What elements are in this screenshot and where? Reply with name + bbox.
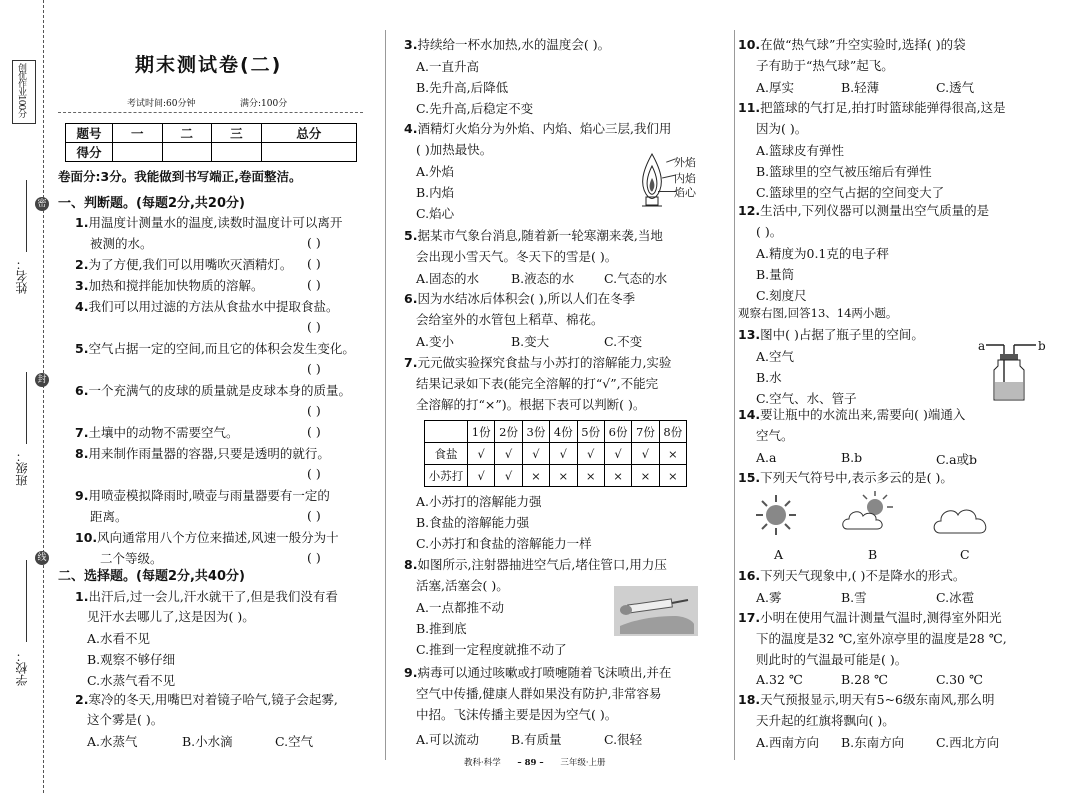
q8-text: 如图所示,注射器抽进空气后,堵住管口,用力压 — [417, 557, 667, 572]
judge-text: 土壤中的动物不需要空气。 — [88, 425, 239, 440]
q13-option-a[interactable]: A.空气 — [756, 349, 795, 364]
q3-option-c[interactable]: C.先升高,后稳定不变 — [416, 101, 534, 116]
judge-blank-6[interactable]: ( ) — [307, 403, 321, 418]
brand-tag-text: 创优作业100分 — [16, 63, 26, 118]
q13-option-b[interactable]: B.水 — [756, 370, 782, 385]
question-3 — [404, 36, 724, 116]
question-6 — [404, 290, 724, 352]
judge-text: 用来制作雨量器的容器,只要是透明的就行。 — [88, 446, 330, 461]
q18-option-c[interactable]: C.西北方向 — [936, 735, 1000, 750]
dt-cell: × — [604, 465, 631, 487]
q4-line-2: ( )加热最快。 — [416, 142, 493, 157]
q6-line-2: 会给室外的水管包上稻草、棉花。 — [416, 312, 604, 327]
q4-option-b[interactable]: B.内焰 — [416, 185, 455, 200]
q16-option-b[interactable]: B.雪 — [841, 590, 867, 605]
judge-blank-3[interactable]: ( ) — [307, 277, 321, 292]
observe-note: 观察右图,回答13、14两小题。 — [738, 306, 898, 320]
page-title: 期末测试卷(二) — [135, 54, 283, 76]
q14-text: 要让瓶中的水流出来,需要向( )端通入 — [760, 407, 966, 422]
name-label: 姓名： — [15, 258, 29, 294]
q17-option-c[interactable]: C.30 ℃ — [936, 672, 983, 687]
column-divider-1 — [385, 30, 386, 760]
question-2 — [75, 691, 370, 761]
seal-marker-2: 封 — [35, 373, 49, 387]
question-10 — [738, 36, 1068, 98]
dt-h7: 7份 — [632, 421, 659, 443]
judge-num: 5. — [75, 341, 89, 356]
column-divider-2 — [734, 30, 735, 760]
sunny-icon — [754, 493, 798, 537]
question-11 — [738, 99, 1068, 204]
q11-option-b[interactable]: B.篮球里的空气被压缩后有弹性 — [756, 164, 932, 179]
q8-line-1 — [404, 556, 667, 574]
alcohol-lamp-flame-icon — [632, 150, 672, 210]
q8-option-a[interactable]: A.一点都推不动 — [416, 600, 505, 615]
score-head-1: 一 — [113, 124, 163, 143]
tube-label-b: b — [1038, 339, 1046, 353]
q18-option-b[interactable]: B.东南方向 — [841, 735, 905, 750]
judge-text: 用温度计测量水的温度,读数时温度计可以离开 — [88, 215, 343, 230]
section1-title: 一、判断题。(每题2分,共20分) — [58, 196, 245, 211]
q14-line-2: 空气。 — [756, 428, 794, 443]
score-table — [65, 123, 357, 162]
judge-text: 一个充满气的皮球的质量就是皮球本身的质量。 — [88, 383, 351, 398]
q11-num: 11. — [738, 100, 761, 115]
question-14 — [738, 406, 1068, 468]
name-blank[interactable] — [26, 180, 27, 252]
q1-line-1 — [75, 588, 338, 606]
q15-line-1 — [738, 469, 953, 487]
judge-blank-1[interactable]: ( ) — [307, 235, 321, 250]
q15-option-a[interactable]: A — [774, 547, 784, 562]
judge-list — [75, 214, 370, 564]
q7-option-a[interactable]: A.小苏打的溶解能力强 — [416, 494, 542, 509]
q12-line-2: ( )。 — [756, 224, 783, 239]
exam-time: 考试时间:60分钟 — [127, 99, 196, 109]
judge-item-10 — [75, 529, 339, 547]
q5-option-a[interactable]: A.固态的水 — [416, 271, 480, 286]
q17-line-1 — [738, 609, 1002, 627]
school-blank[interactable] — [26, 560, 27, 642]
tube-label-a: a — [978, 339, 986, 353]
q3-option-b[interactable]: B.先升高,后降低 — [416, 80, 509, 95]
q11-option-c[interactable]: C.篮球里的空气占据的空间变大了 — [756, 185, 945, 200]
dt-cell: × — [577, 465, 604, 487]
seal-marker-3: 线 — [35, 551, 49, 565]
q12-option-c[interactable]: C.刻度尺 — [756, 288, 807, 303]
q8-line-2: 活塞,活塞会( )。 — [416, 578, 509, 593]
q2-option-c[interactable]: C.空气 — [275, 734, 314, 749]
dt-cell: √ — [495, 443, 522, 465]
footer-subject: 教科·科学 — [464, 758, 501, 768]
judge-item-1 — [75, 214, 342, 232]
dt-h3: 3份 — [522, 421, 549, 443]
judge-item-9 — [75, 487, 330, 505]
flame-label-inner: 内焰 — [674, 172, 696, 185]
dt-h8: 8份 — [659, 421, 686, 443]
score-head-0: 题号 — [66, 124, 113, 143]
q13-text: 图中( )占据了瓶子里的空间。 — [760, 327, 924, 342]
dt-cell: √ — [577, 443, 604, 465]
page-footer — [464, 756, 606, 768]
question-18 — [738, 691, 1068, 753]
q7-text: 元元做实验探究食盐与小苏打的溶解能力,实验 — [417, 355, 672, 370]
q9-option-b[interactable]: B.有质量 — [511, 732, 562, 747]
q4-num: 4. — [404, 121, 418, 136]
judge-blank-7[interactable]: ( ) — [307, 424, 321, 439]
header-rule — [58, 112, 363, 113]
q2-line-2: 这个雾是( )。 — [87, 712, 164, 727]
judge-item-10-cont: 二个等级。 — [100, 551, 163, 566]
dt-h4: 4份 — [550, 421, 577, 443]
q5-line-2: 会出现小雪天气。冬天下的雪是( )。 — [416, 249, 618, 264]
dt-cell: √ — [468, 465, 495, 487]
dt-cell: √ — [468, 443, 495, 465]
dt-h2: 2份 — [495, 421, 522, 443]
q6-option-a[interactable]: A.变小 — [416, 334, 455, 349]
judge-num: 6. — [75, 383, 89, 398]
judge-text: 为了方便,我们可以用嘴吹灭酒精灯。 — [88, 257, 293, 272]
q16-option-c[interactable]: C.冰雹 — [936, 590, 975, 605]
q7-line-3: 全溶解的打“×”)。根据下表可以判断( )。 — [416, 397, 646, 412]
question-15 — [738, 469, 1068, 569]
q8-num: 8. — [404, 557, 418, 572]
dt-h1: 1份 — [468, 421, 495, 443]
dt-cell: √ — [604, 443, 631, 465]
q2-option-b[interactable]: B.小水滴 — [182, 734, 233, 749]
dissolve-table-header — [425, 421, 687, 443]
q2-text: 寒冷的冬天,用嘴巴对着镜子哈气,镜子会起雾, — [88, 692, 338, 707]
q9-text: 病毒可以通过咳嗽或打喷嚏随着飞沫喷出,并在 — [417, 665, 672, 680]
q7-num: 7. — [404, 355, 418, 370]
q10-option-c[interactable]: C.透气 — [936, 80, 975, 95]
dissolve-table — [424, 420, 687, 487]
q7-option-c[interactable]: C.小苏打和食盐的溶解能力一样 — [416, 536, 592, 551]
question-16 — [738, 567, 1068, 609]
q12-line-1 — [738, 202, 989, 220]
section2-title: 二、选择题。(每题2分,共40分) — [58, 569, 245, 584]
q18-text: 天气预报显示,明天有5~6级东南风,那么明 — [760, 692, 995, 707]
question-5 — [404, 227, 724, 289]
q5-num: 5. — [404, 228, 418, 243]
q10-num: 10. — [738, 37, 761, 52]
dt-cell: √ — [522, 443, 549, 465]
q6-text: 因为水结冰后体积会( ),所以人们在冬季 — [417, 291, 636, 306]
q14-option-b[interactable]: B.b — [841, 450, 863, 465]
q14-option-a[interactable]: A.a — [756, 450, 777, 465]
judge-item-1-cont: 被测的水。 — [90, 236, 153, 251]
q18-option-a[interactable]: A.西南方向 — [756, 735, 820, 750]
q17-line-2: 下的温度是32 ℃,室外凉亭里的温度是28 ℃, — [756, 631, 1007, 646]
q15-option-c[interactable]: C — [960, 547, 970, 562]
q15-num: 15. — [738, 470, 761, 485]
judge-blank-5[interactable]: ( ) — [307, 361, 321, 376]
judge-num: 4. — [75, 299, 89, 314]
dt-h5: 5份 — [577, 421, 604, 443]
seal-marker-1: 密 — [35, 197, 49, 211]
dt-cell: √ — [632, 443, 659, 465]
q3-text: 持续给一杯水加热,水的温度会( )。 — [417, 37, 611, 52]
q3-num: 3. — [404, 37, 418, 52]
class-label: 班级： — [15, 450, 29, 486]
judge-item-4 — [75, 298, 338, 316]
question-17 — [738, 609, 1068, 693]
judge-text: 我们可以用过滤的方法从食盐水中提取食盐。 — [88, 299, 339, 314]
judge-text: 空气占据一定的空间,而且它的体积会发生变化。 — [88, 341, 355, 356]
q10-line-1 — [738, 36, 966, 54]
dt-h0 — [425, 421, 468, 443]
judge-item-8 — [75, 445, 330, 463]
q4-line-1 — [404, 120, 671, 138]
dt-cell: √ — [550, 443, 577, 465]
q10-line-2: 子有助于“热气球”起飞。 — [756, 58, 894, 73]
score-cell-1[interactable] — [113, 143, 163, 162]
q17-line-3: 则此时的气温最可能是( )。 — [756, 652, 908, 667]
flame-label-core: 焰心 — [674, 186, 696, 199]
dt-cell: × — [659, 443, 686, 465]
q17-option-b[interactable]: B.28 ℃ — [841, 672, 889, 687]
q18-line-2: 天升起的红旗将飘向( )。 — [756, 713, 895, 728]
score-cell-total[interactable] — [261, 143, 356, 162]
q3-option-a[interactable]: A.一直升高 — [416, 59, 480, 74]
q2-num: 2. — [75, 692, 89, 707]
school-label: 学校： — [15, 650, 29, 686]
cloudy-icon — [932, 501, 992, 537]
judge-blank-9[interactable]: ( ) — [307, 508, 321, 523]
q10-option-b[interactable]: B.轻薄 — [841, 80, 880, 95]
judge-num: 3. — [75, 278, 89, 293]
q9-num: 9. — [404, 665, 418, 680]
q1-option-c[interactable]: C.水蒸气看不见 — [87, 673, 176, 688]
q17-option-a[interactable]: A.32 ℃ — [756, 672, 803, 687]
dt-cell: √ — [495, 465, 522, 487]
q2-option-a[interactable]: A.水蒸气 — [87, 734, 138, 749]
q8-option-b[interactable]: B.推到底 — [416, 621, 467, 636]
dt-cell: × — [522, 465, 549, 487]
q8-option-c[interactable]: C.推到一定程度就推不动了 — [416, 642, 567, 657]
judge-blank-10[interactable]: ( ) — [307, 550, 321, 565]
q16-text: 下列天气现象中,( )不是降水的形式。 — [760, 568, 966, 583]
exam-score: 满分:100分 — [240, 99, 288, 109]
dt-cell: 小苏打 — [425, 465, 468, 487]
q10-option-a[interactable]: A.厚实 — [756, 80, 795, 95]
judge-item-7 — [75, 424, 238, 442]
q16-num: 16. — [738, 568, 761, 583]
score-row-label: 得分 — [66, 143, 113, 162]
score-head-3: 三 — [212, 124, 262, 143]
judge-blank-8[interactable]: ( ) — [307, 466, 321, 481]
judge-num: 1. — [75, 215, 89, 230]
q4-option-a[interactable]: A.外焰 — [416, 164, 455, 179]
q1-num: 1. — [75, 589, 89, 604]
partly-cloudy-icon — [841, 489, 897, 535]
q17-num: 17. — [738, 610, 761, 625]
judge-item-9-cont: 距离。 — [90, 509, 128, 524]
q5-option-b[interactable]: B.液态的水 — [511, 271, 575, 286]
q18-num: 18. — [738, 692, 761, 707]
cut-line — [43, 0, 44, 793]
q6-option-c[interactable]: C.不变 — [604, 334, 643, 349]
q6-option-b[interactable]: B.变大 — [511, 334, 550, 349]
q11-option-a[interactable]: A.篮球皮有弹性 — [756, 143, 845, 158]
class-blank[interactable] — [26, 372, 27, 444]
judge-num: 10. — [75, 530, 98, 545]
column-3 — [738, 0, 1070, 793]
q6-line-1 — [404, 290, 635, 308]
q5-line-1 — [404, 227, 663, 245]
q6-num: 6. — [404, 291, 418, 306]
question-12 — [738, 202, 1068, 307]
q1-text: 出汗后,过一会儿,汗水就干了,但是我们没有看 — [88, 589, 338, 604]
q17-text: 小明在使用气温计测量气温时,测得室外阳光 — [760, 610, 1002, 625]
judge-text: 加热和搅拌能加快物质的溶解。 — [88, 278, 264, 293]
q9-option-a[interactable]: A.可以流动 — [416, 732, 480, 747]
dt-cell: 食盐 — [425, 443, 468, 465]
score-head-4: 总分 — [261, 124, 356, 143]
q5-text: 据某市气象台消息,随着新一轮寒潮来袭,当地 — [417, 228, 663, 243]
q11-text: 把篮球的气打足,拍打时篮球能弹得很高,这是 — [760, 100, 1006, 115]
judge-num: 7. — [75, 425, 89, 440]
question-1 — [75, 588, 370, 688]
q7-line-1 — [404, 354, 671, 372]
judge-item-5 — [75, 340, 355, 358]
question-4 — [404, 120, 724, 225]
footer-grade: 三年级·上册 — [560, 758, 606, 768]
judge-text: 风向通常用八个方位来描述,风速一般分为十 — [97, 530, 339, 545]
q14-line-1 — [738, 406, 965, 424]
q15-option-b[interactable]: B — [868, 547, 878, 562]
q1-option-a[interactable]: A.水看不见 — [87, 631, 151, 646]
q18-line-1 — [738, 691, 994, 709]
bottle-tubes-diagram — [986, 338, 1036, 402]
q14-num: 14. — [738, 407, 761, 422]
score-cell-3[interactable] — [212, 143, 262, 162]
q9-line-2: 空气中传播,健康人群如果没有防护,非常容易 — [416, 686, 662, 701]
q11-line-1 — [738, 99, 1006, 117]
judge-item-3 — [75, 277, 263, 295]
judge-blank-2[interactable]: ( ) — [307, 256, 321, 271]
column-2 — [404, 0, 726, 793]
judge-num: 2. — [75, 257, 89, 272]
q2-line-1 — [75, 691, 338, 709]
dt-h6: 6份 — [604, 421, 631, 443]
q16-line-1 — [738, 567, 965, 585]
q5-option-c[interactable]: C.气态的水 — [604, 271, 668, 286]
q12-text: 生活中,下列仪器可以测量出空气质量的是 — [760, 203, 990, 218]
score-head-2: 二 — [162, 124, 212, 143]
q10-text: 在做“热气球”升空实验时,选择( )的袋 — [760, 37, 966, 52]
q16-option-a[interactable]: A.雾 — [756, 590, 782, 605]
q9-line-3: 中招。飞沫传播主要是因为空气( )。 — [416, 707, 618, 722]
judge-item-2 — [75, 256, 292, 274]
q7-line-2: 结果记录如下表(能完全溶解的打“√”,不能完 — [416, 376, 659, 391]
judge-item-6 — [75, 382, 351, 400]
judge-text: 用喷壶模拟降雨时,喷壶与雨量器要有一定的 — [88, 488, 330, 503]
q13-num: 13. — [738, 327, 761, 342]
q13-line-1 — [738, 326, 924, 344]
q12-num: 12. — [738, 203, 761, 218]
q12-option-b[interactable]: B.量筒 — [756, 267, 795, 282]
dt-cell: × — [632, 465, 659, 487]
syringe-hand-photo — [614, 586, 698, 636]
q4-option-c[interactable]: C.焰心 — [416, 206, 455, 221]
dissolve-table-row-soda — [425, 465, 687, 487]
q3-line-1 — [404, 36, 610, 54]
q1-line-2: 见汗水去哪儿了,这是因为( )。 — [87, 609, 255, 624]
judge-num: 9. — [75, 488, 89, 503]
q4-text: 酒精灯火焰分为外焰、内焰、焰心三层,我们用 — [417, 121, 672, 136]
dt-cell: × — [550, 465, 577, 487]
q11-line-2: 因为( )。 — [756, 121, 808, 136]
question-13 — [738, 326, 1068, 410]
q13-option-c[interactable]: C.空气、水、管子 — [756, 391, 857, 406]
question-7 — [404, 354, 724, 554]
question-9 — [404, 664, 724, 749]
q7-option-b[interactable]: B.食盐的溶解能力强 — [416, 515, 530, 530]
q9-line-1 — [404, 664, 671, 682]
dissolve-table-row-salt — [425, 443, 687, 465]
q9-option-c[interactable]: C.很轻 — [604, 732, 643, 747]
dt-cell: × — [659, 465, 686, 487]
score-cell-2[interactable] — [162, 143, 212, 162]
flame-label-outer: 外焰 — [674, 156, 696, 169]
neatness-note: 卷面分:3分。我能做到书写端正,卷面整洁。 — [58, 169, 302, 184]
footer-page: – 89 – — [517, 758, 544, 768]
judge-blank-4[interactable]: ( ) — [307, 319, 321, 334]
q14-option-c[interactable]: C.a或b — [936, 452, 978, 467]
q12-option-a[interactable]: A.精度为0.1克的电子秤 — [756, 246, 889, 261]
q1-option-b[interactable]: B.观察不够仔细 — [87, 652, 176, 667]
question-8 — [404, 556, 724, 661]
judge-num: 8. — [75, 446, 89, 461]
column-1 — [55, 0, 375, 793]
q15-text: 下列天气符号中,表示多云的是( )。 — [760, 470, 953, 485]
binding-strip — [0, 0, 55, 793]
